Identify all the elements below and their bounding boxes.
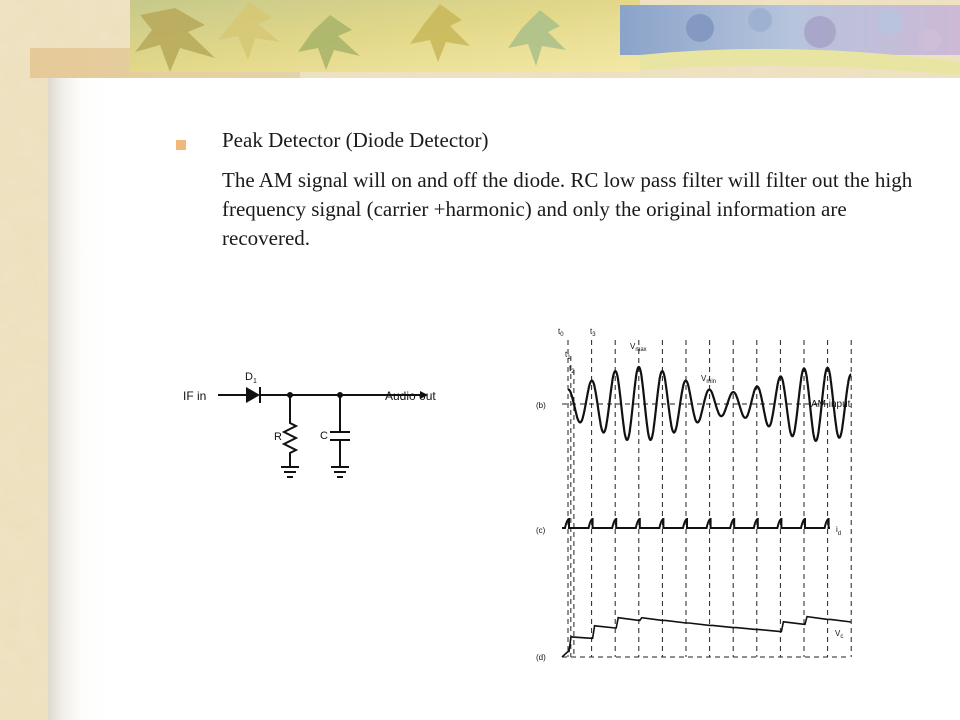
- t3-label: $t_3$: [590, 327, 596, 338]
- peak-detector-circuit: [180, 365, 450, 495]
- am-input-label: AM input: [811, 399, 851, 410]
- capacitor-voltage-waveform: [562, 617, 851, 657]
- bullet-marker: [176, 140, 186, 150]
- output-label: Audio out: [385, 389, 436, 403]
- body-paragraph: The AM signal will on and off the diode. RC low pass filter will filter out the high frequency signal (carrier +harmonic) and only the original information are recovered.: [222, 168, 913, 250]
- t0-label: $t_0$: [558, 327, 564, 338]
- diode-current-pulses: [562, 519, 830, 528]
- vmax-label: $V_{max}$: [630, 342, 647, 353]
- panel-c-tag: (c): [536, 526, 546, 535]
- panel-d-tag: (d): [536, 653, 546, 662]
- bullet-heading: Peak Detector (Diode Detector): [222, 128, 489, 152]
- input-label: IF in: [183, 389, 207, 403]
- vmin-label: $V_{min}$: [701, 374, 717, 385]
- resistor-ground: [281, 467, 299, 477]
- capacitor-label: C: [320, 430, 328, 442]
- capacitor-symbol: [330, 395, 350, 467]
- capacitor-voltage-label: $V_c$: [835, 629, 844, 640]
- decorative-banner: [0, 0, 960, 86]
- capacitor-ground: [331, 467, 349, 477]
- t2-label: $t_2$: [569, 364, 575, 375]
- resistor-symbol: [284, 395, 296, 467]
- diode-current-label: $i_d$: [836, 525, 842, 537]
- diode-label: $D_1$: [245, 371, 257, 385]
- detector-waveforms: [530, 322, 860, 667]
- resistor-label: R: [274, 431, 282, 443]
- diode-symbol: [246, 387, 260, 403]
- panel-b-tag: (b): [536, 401, 546, 410]
- t1-label: $t_1$: [565, 350, 571, 361]
